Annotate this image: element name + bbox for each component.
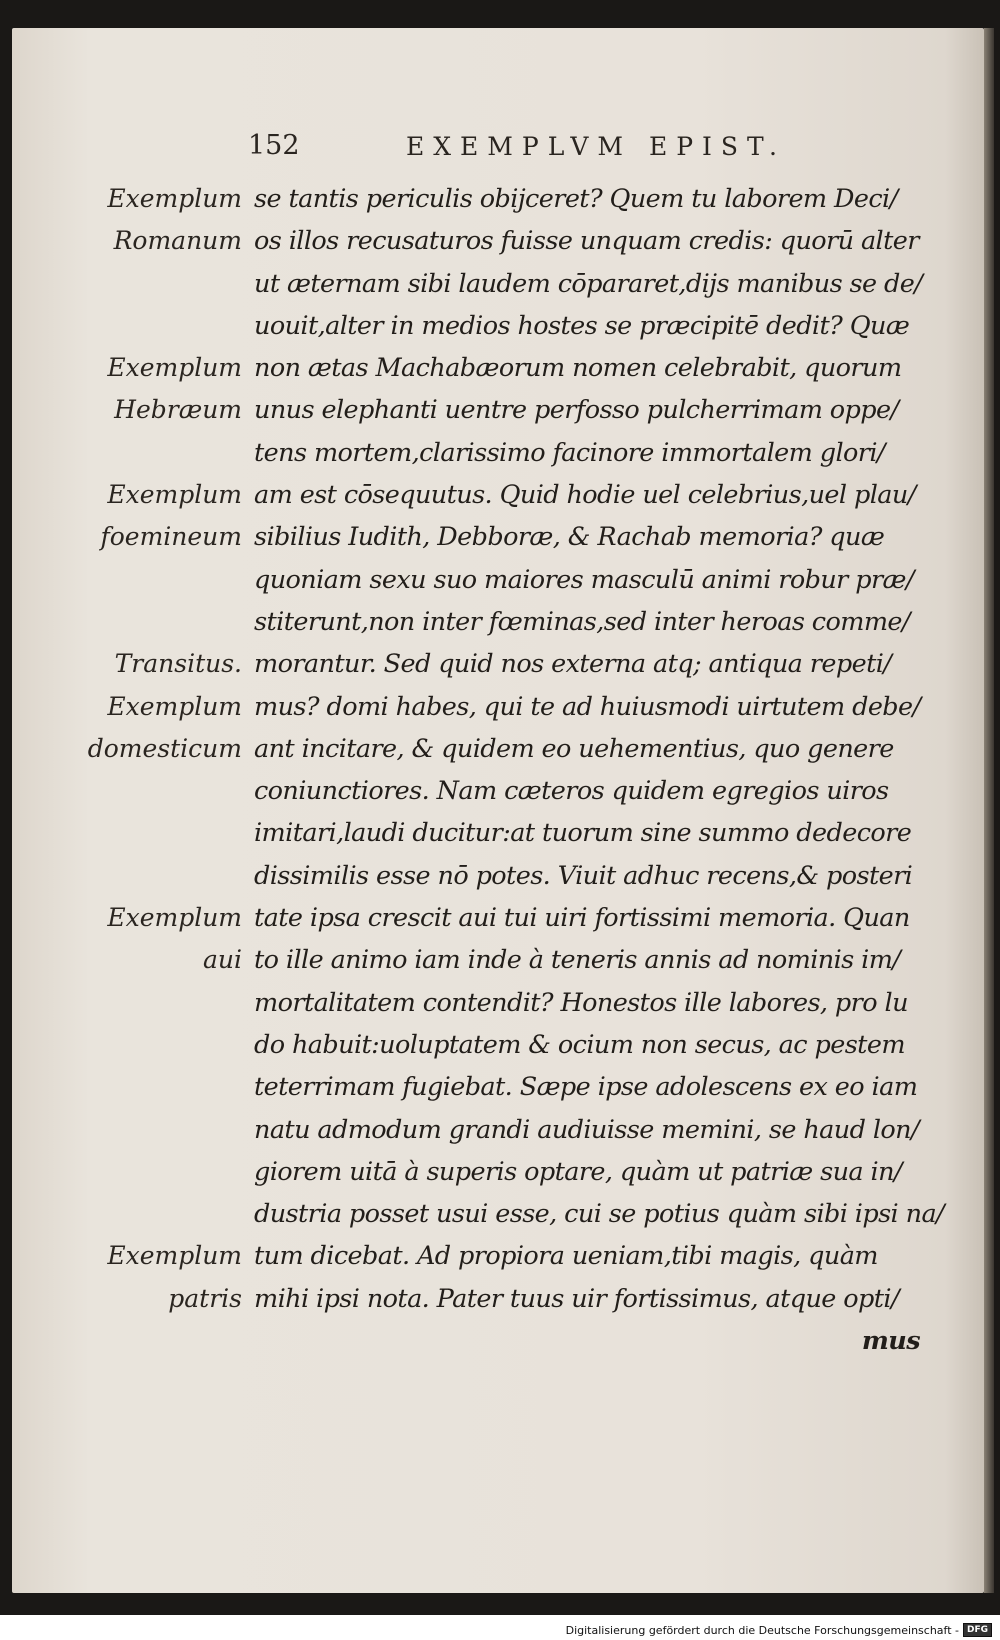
text-line <box>0 1235 972 1277</box>
margin-note: Exemplum <box>107 1241 242 1271</box>
text-line <box>0 347 972 389</box>
running-head: EXEMPLVM EPIST. <box>406 132 786 161</box>
body-text: stiterunt,non inter fœminas,sed inter heroas comme/ <box>254 606 910 637</box>
text-line <box>0 263 972 305</box>
text-line <box>0 1024 972 1066</box>
text-line <box>0 305 972 347</box>
margin-note: domesticum <box>87 733 242 763</box>
body-text: ant incitare, & quidem eo uehementius, quo genere <box>254 733 894 764</box>
text-line <box>0 559 972 601</box>
margin-note: Transitus. <box>114 649 242 679</box>
body-text: dustria posset usui esse, cui se potius quàm sibi ipsi na/ <box>254 1199 945 1230</box>
text-line <box>0 686 972 728</box>
body-text: giorem uitā à superis optare, quàm ut patriæ sua in/ <box>254 1156 902 1187</box>
text-line <box>0 1109 972 1151</box>
body-text: quoniam sexu suo maiores masculū animi robur præ/ <box>254 564 914 595</box>
text-line <box>0 474 972 516</box>
body-text: do habuit:uoluptatem & ocium non secus, ac pestem <box>254 1029 905 1060</box>
text-line <box>0 897 972 939</box>
body-text: mortalitatem contendit? Honestos ille labores, pro lu <box>254 987 908 1018</box>
body-text: imitari,laudi ducitur:at tuorum sine summo dedecore <box>254 818 912 849</box>
margin-note: Exemplum <box>107 903 242 933</box>
margin-note: aui <box>202 945 242 975</box>
body-text: teterrimam fugiebat. Sæpe ipse adolescens ex eo iam <box>254 1072 918 1103</box>
page-header <box>248 130 808 166</box>
text-line <box>0 1278 972 1320</box>
text-line <box>0 220 972 262</box>
footer <box>566 1622 992 1638</box>
body-text: non ætas Machabæorum nomen celebrabit, quorum <box>254 353 902 384</box>
margin-note: Exemplum <box>107 184 242 213</box>
body-text: ut æternam sibi laudem cōpararet,dijs manibus se de/ <box>254 268 923 299</box>
margin-note: patris <box>168 1283 242 1313</box>
catchword: mus <box>861 1326 920 1357</box>
text-line <box>0 1151 972 1193</box>
margin-note: foemineum <box>100 522 242 552</box>
body-text: se tantis periculis obijceret? Quem tu laborem Deci/ <box>254 184 898 214</box>
body-text: os illos recusaturos fuisse unquam credis: quorū alter <box>254 226 919 257</box>
catchword-line <box>0 1320 972 1362</box>
body-text: mus? domi habes, qui te ad huiusmodi uirtutem debe/ <box>254 691 921 722</box>
text-line <box>0 432 972 474</box>
text-line <box>0 516 972 558</box>
body-text: tate ipsa crescit aui tui uiri fortissimi memoria. Quan <box>254 903 910 934</box>
text-block <box>0 178 972 1362</box>
text-line <box>0 643 972 685</box>
body-text: morantur. Sed quid nos externa atq; antiqua repeti/ <box>254 649 892 680</box>
text-line <box>0 178 972 220</box>
text-line <box>0 812 972 854</box>
body-text: sibilius Iudith, Debboræ, & Rachab memoria? quæ <box>254 522 885 553</box>
margin-note: Exemplum <box>107 480 242 510</box>
text-line <box>0 1193 972 1235</box>
page-edge <box>984 28 994 1593</box>
body-text: tens mortem,clarissimo facinore immortalem glori/ <box>254 437 885 468</box>
margin-note: Hebræum <box>114 395 242 425</box>
body-text: unus elephanti uentre perfosso pulcherrimam oppe/ <box>254 395 899 426</box>
text-line <box>0 1066 972 1108</box>
body-text: coniunctiores. Nam cæteros quidem egregios uiros <box>254 776 889 807</box>
footer-credit: Digitalisierung gefördert durch die Deutsche Forschungsgemeinschaft - <box>565 1623 959 1637</box>
body-text: mihi ipsi nota. Pater tuus uir fortissimus, atque opti/ <box>254 1283 899 1314</box>
text-line <box>0 855 972 897</box>
page-number: 152 <box>248 130 300 161</box>
body-text: dissimilis esse nō potes. Viuit adhuc recens,& posteri <box>254 860 913 891</box>
margin-note: Exemplum <box>107 691 242 721</box>
body-text: uouit,alter in medios hostes se præcipitē dedit? Quæ <box>254 310 910 341</box>
body-text: natu admodum grandi audiuisse memini, se haud lon/ <box>254 1114 919 1145</box>
margin-note: Exemplum <box>107 353 242 383</box>
body-text: am est cōsequutus. Quid hodie uel celebrius,uel plau/ <box>254 480 916 511</box>
text-line <box>0 728 972 770</box>
dfg-logo: DFG <box>963 1623 992 1637</box>
body-text: to ille animo iam inde à teneris annis ad nominis im/ <box>254 945 901 976</box>
text-line <box>0 389 972 431</box>
text-line <box>0 982 972 1024</box>
text-line <box>0 601 972 643</box>
body-text: tum dicebat. Ad propiora ueniam,tibi magis, quàm <box>254 1241 878 1272</box>
text-line <box>0 770 972 812</box>
text-line <box>0 939 972 981</box>
margin-note: Romanum <box>113 226 242 256</box>
